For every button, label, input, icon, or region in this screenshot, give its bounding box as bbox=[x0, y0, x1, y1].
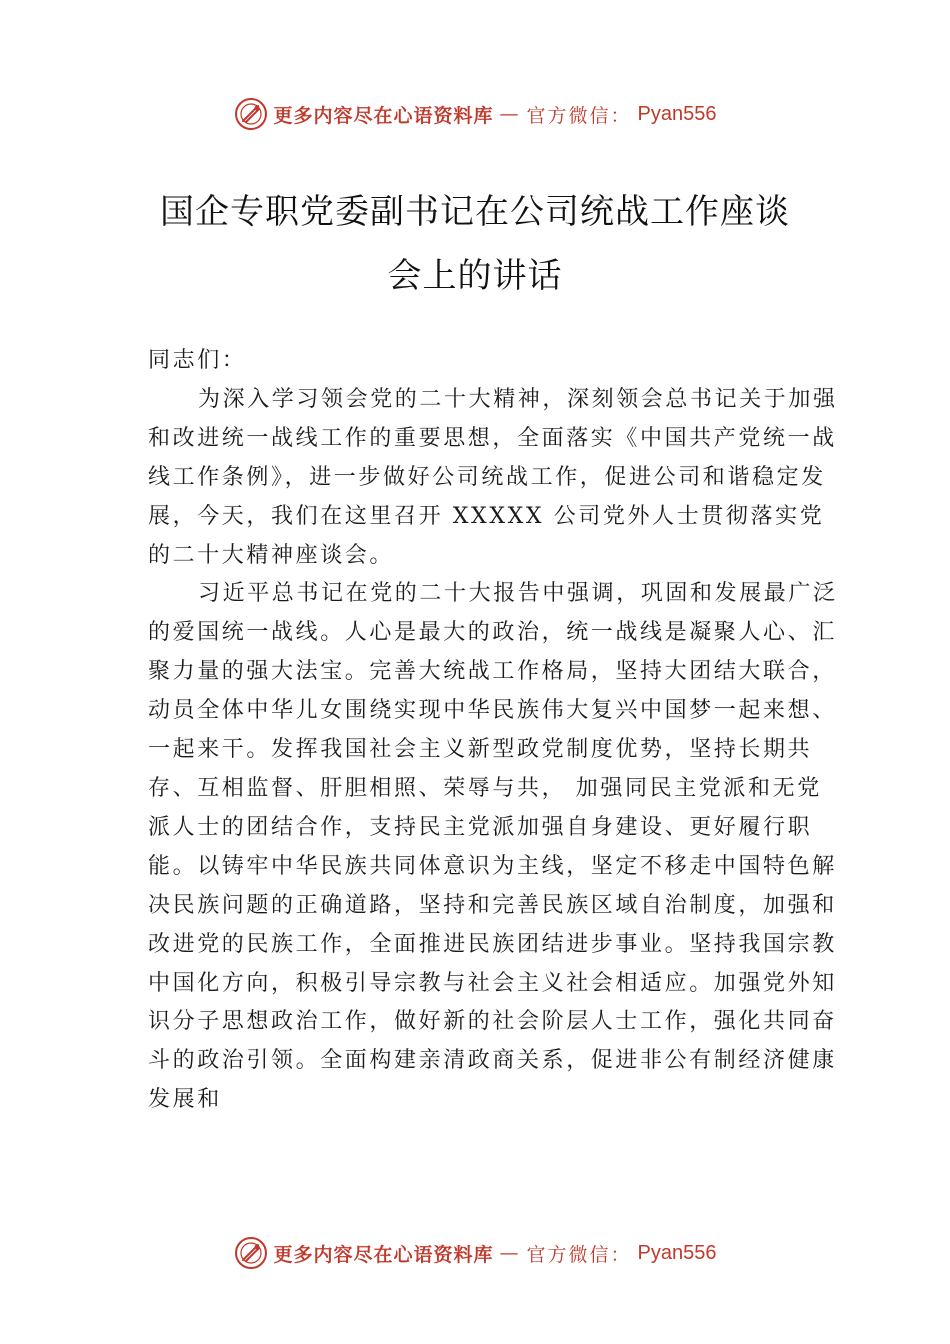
watermark-dash: — bbox=[499, 1242, 521, 1264]
paragraph-1: 为深入学习领会党的二十大精神，深刻领会总书记关于加强和改进统一战线工作的重要思想，全面落实《中国共产党统一战线工作条例》，进一步做好公司统战工作，促进公司和谐稳定发展，今天，我们在这里召开 XXXXX 公司党外人士贯彻落实党的二十大精神座谈会。 bbox=[148, 386, 838, 568]
watermark-brand: 更多内容尽在心语资料库 bbox=[273, 104, 494, 127]
paragraph-2: 习近平总书记在党的二十大报告中强调，巩固和发展最广泛的爱国统一战线。人心是最大的政治，统一战线是凝聚人心、汇聚力量的强大法宝。完善大统战工作格局，坚持大团结大联合，动员全体中华儿女围绕实现中华民族伟大复兴中国梦一起来想、一起来干。发挥我国社会主义新型政党制度优势，坚持长期共存、互相监督、肝胆相照、荣辱与共， 加强同民主党派和无党派人士的团结合作，支持民主党派加强自身建设、更好履行职能。以铸牢中华民族共同体意识为主线，坚定不移走中国特色解决民族问题的正确道路，坚持和完善民族区域自治制度，加强和改进党的民族工作，全面推进民族团结进步事业。坚持我国宗教中国化方向，积极引导宗教与社会主义社会相适应。加强党外知识分子思想政治工作，做好新的社会阶层人士工作，强化共同奋斗的政治引领。全面构建亲清政商关系，促进非公有制经济健康发展和 bbox=[148, 581, 838, 1113]
document-title bbox=[0, 180, 950, 308]
watermark-banner-bottom bbox=[0, 1233, 950, 1273]
title-line-2: 会上的讲话 bbox=[387, 256, 563, 296]
seal-logo-icon bbox=[234, 1236, 268, 1270]
watermark-banner-top bbox=[0, 94, 950, 134]
document-body bbox=[148, 342, 838, 1120]
watermark-wechat-id: Pyan556 bbox=[637, 102, 717, 125]
seal-logo-icon bbox=[234, 97, 268, 131]
salutation: 同志们： bbox=[148, 348, 247, 373]
watermark-brand: 更多内容尽在心语资料库 bbox=[273, 1243, 494, 1266]
title-line-1: 国企专职党委副书记在公司统战工作座谈 bbox=[160, 192, 790, 232]
watermark-dash: — bbox=[499, 103, 521, 125]
watermark-wechat-id: Pyan556 bbox=[637, 1241, 717, 1264]
watermark-wechat-label: 官方微信： bbox=[526, 104, 632, 127]
watermark-wechat-label: 官方微信： bbox=[526, 1243, 632, 1266]
